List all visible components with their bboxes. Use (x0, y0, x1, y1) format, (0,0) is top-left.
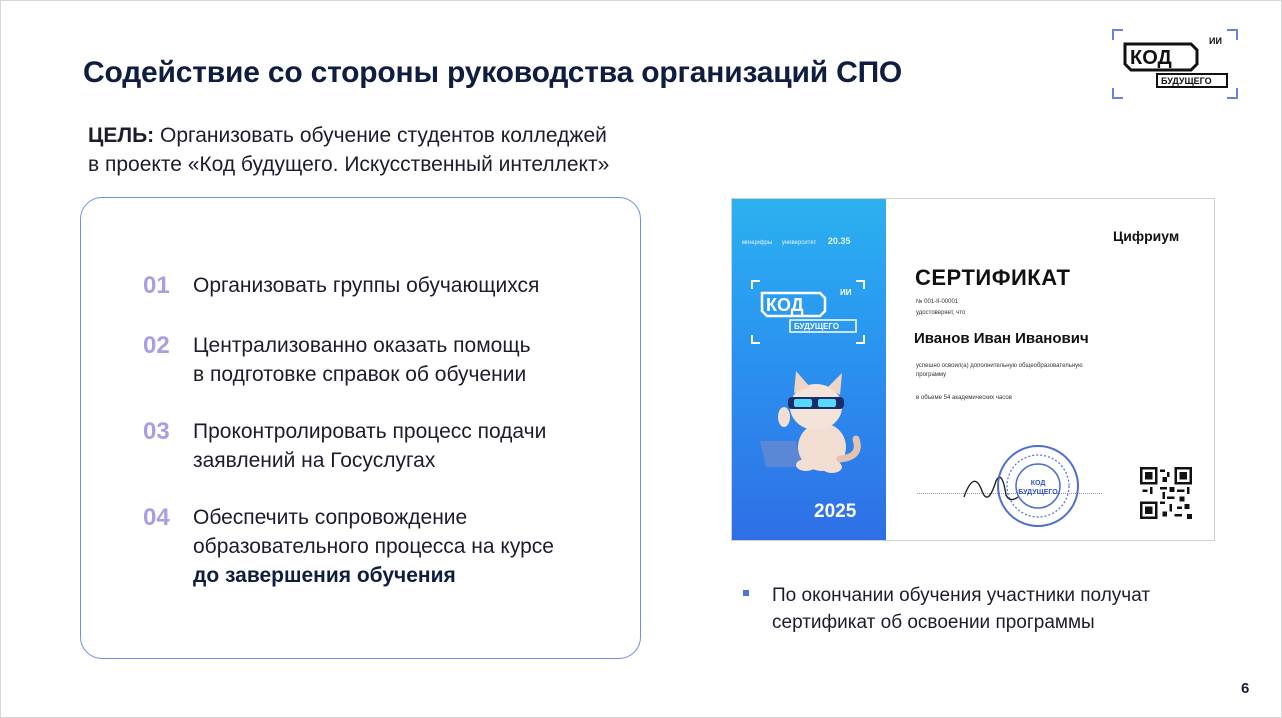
qr-code-image (1140, 467, 1192, 519)
certificate-hours: в объеме 54 академических часов (916, 395, 1012, 401)
step-number: 03 (143, 418, 170, 445)
note-line1: По окончании обучения участники получат (772, 585, 1151, 606)
step-number: 04 (143, 504, 170, 531)
step-number: 02 (143, 332, 170, 359)
step-line: Организовать группы обучающихся (193, 274, 540, 297)
goal-statement (88, 121, 609, 179)
step-line: образовательного процесса на курсе (193, 535, 554, 558)
step-line: Проконтролировать процесс подачи (193, 420, 547, 443)
slide-title: Содействие со стороны руководства организаций СПО (83, 56, 903, 89)
svg-text:КОД: КОД (766, 295, 804, 315)
certificate-year: 2025 (814, 501, 857, 522)
goal-line1: Организовать обучение студентов колледжей (154, 124, 607, 147)
certificate-image (731, 198, 1215, 541)
certificate-recipient-name: Иванов Иван Иванович (914, 330, 1089, 347)
logo-sub-text: БУДУЩЕГО (1161, 76, 1212, 86)
certificate-note-text (772, 582, 1150, 636)
cat-mascot-illustration (756, 367, 868, 477)
step-line: Обеспечить сопровождение (193, 506, 468, 529)
step-line: Централизованно оказать помощь (193, 334, 531, 357)
goal-line2: в проекте «Код будущего. Искусственный интеллект» (88, 153, 610, 176)
stamp-image (995, 443, 1081, 529)
certificate-brand: Цифриум (1113, 228, 1180, 244)
stamp-text: КОД (1030, 480, 1046, 487)
step-item (143, 331, 531, 389)
partner-2035-logo: 20.35 (827, 236, 851, 246)
partner-logos (742, 236, 850, 246)
step-text (193, 331, 531, 389)
step-text (193, 417, 546, 475)
logo-super-text: ИИ (1209, 36, 1222, 46)
bullet-square-icon (743, 590, 749, 596)
certificate-description: успешно освоил(а) дополнительную общеобразовательную программу (916, 363, 1083, 378)
svg-text:ИИ: ИИ (840, 288, 852, 297)
step-item (143, 271, 539, 300)
logo-main-text: КОД (1130, 47, 1172, 69)
goal-label: ЦЕЛЬ: (88, 124, 155, 147)
note-line2: сертификат об освоении программы (772, 612, 1095, 633)
certificate-kod-logo (750, 279, 868, 347)
steps-card (80, 197, 641, 659)
kod-budushchego-logo (1111, 28, 1239, 100)
step-line: заявлений на Госуслугах (193, 449, 436, 472)
step-item (143, 417, 546, 475)
certificate-side-panel (732, 199, 886, 540)
step-text (193, 271, 539, 300)
stamp-text: БУДУЩЕГО (1018, 489, 1058, 496)
certificate-heading: СЕРТИФИКАТ (915, 265, 1071, 290)
step-line: в подготовке справок об обучении (193, 363, 527, 386)
partner-logo-text: минцифры (742, 240, 773, 246)
svg-text:БУДУЩЕГО: БУДУЩЕГО (794, 322, 840, 331)
certificate-note (743, 582, 1150, 636)
step-line-bold: до завершения обучения (193, 564, 456, 587)
certificate-verifies-text: удостоверяет, что (916, 310, 966, 316)
step-number: 01 (143, 272, 170, 299)
step-item (143, 503, 554, 590)
page-number: 6 (1241, 680, 1250, 697)
partner-logo-text: университет (781, 240, 817, 246)
step-text (193, 503, 554, 590)
certificate-number: № 001-II-00001 (916, 299, 959, 305)
